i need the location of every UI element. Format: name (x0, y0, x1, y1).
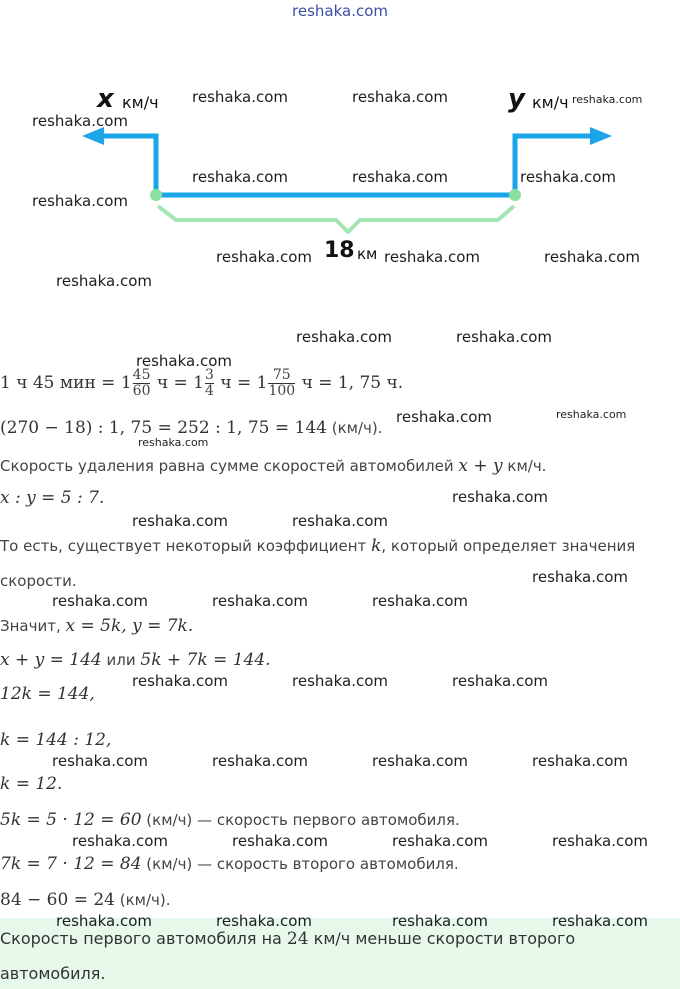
watermark: reshaka.com (572, 93, 643, 106)
watermark: reshaka.com (396, 408, 492, 426)
watermark: reshaka.com (384, 248, 480, 266)
solution-line-substitution: Значит, x = 5k, y = 7k. (0, 616, 194, 636)
watermark: reshaka.com (32, 112, 128, 130)
solution-line-ratio: x : y = 5 : 7. (0, 488, 105, 508)
distance-unit: км (357, 245, 378, 263)
left-car-path (100, 136, 156, 195)
watermark: reshaka.com (552, 912, 648, 930)
watermark: reshaka.com (192, 88, 288, 106)
watermark: reshaka.com (372, 592, 468, 610)
solution-line-12k: 12k = 144, (0, 684, 95, 704)
right-arrowhead (590, 127, 612, 145)
solution-line-coefficient: То есть, существует некоторый коэффициент k, который определяет значения (0, 536, 636, 556)
watermark: reshaka.com (56, 272, 152, 290)
solution-line-first-speed: 5k = 5 · 12 = 60 (км/ч) — скорость первого автомобиля. (0, 810, 460, 830)
watermark: reshaka.com (56, 912, 152, 930)
right-speed-unit: км/ч (532, 93, 569, 112)
watermark: reshaka.com (138, 436, 209, 449)
start-point-right (509, 189, 521, 201)
watermark: reshaka.com (212, 592, 308, 610)
watermark: reshaka.com (212, 752, 308, 770)
watermark: reshaka.com (532, 752, 628, 770)
watermark: reshaka.com (292, 512, 388, 530)
watermark: reshaka.com (392, 912, 488, 930)
watermark: reshaka.com (132, 512, 228, 530)
watermark: reshaka.com (216, 248, 312, 266)
left-speed-var: x (97, 84, 114, 114)
watermark: reshaka.com (72, 832, 168, 850)
solution-line-speed-sum: (270 − 18) : 1, 75 = 252 : 1, 75 = 144 (км/ч). (0, 418, 383, 438)
right-speed-var: y (508, 84, 525, 114)
watermark: reshaka.com (544, 248, 640, 266)
watermark: reshaka.com (532, 568, 628, 586)
watermark: reshaka.com (372, 752, 468, 770)
watermark: reshaka.com (292, 672, 388, 690)
watermark: reshaka.com (556, 408, 627, 421)
watermark: reshaka.com (352, 88, 448, 106)
watermark: reshaka.com (520, 168, 616, 186)
solution-line-speeds-word: скорости. (0, 572, 77, 590)
watermark: reshaka.com (52, 592, 148, 610)
watermark: reshaka.com (392, 832, 488, 850)
solution-line-k-value: k = 12. (0, 774, 63, 794)
solution-line-k-div: k = 144 : 12, (0, 730, 112, 750)
solution-line-difference: 84 − 60 = 24 (км/ч). (0, 890, 171, 910)
watermark: reshaka.com (296, 328, 392, 346)
watermark: reshaka.com (216, 912, 312, 930)
solution-line-removal-speed: Скорость удаления равна сумме скоростей автомобилей x + y км/ч. (0, 456, 547, 476)
watermark: reshaka.com (452, 672, 548, 690)
distance-brace (158, 206, 514, 232)
watermark: reshaka.com (52, 752, 148, 770)
distance-value: 18 (324, 238, 355, 263)
left-speed-unit: км/ч (122, 93, 159, 112)
start-point-left (150, 189, 162, 201)
solution-line-time: 1 ч 45 мин = 1 $\frac{45}{60}$ ч = 1 $\frac{3}{4}$ ч = 1 $\frac{75}{100}$ ч = 1, 75 ч. (0, 367, 404, 399)
watermark: reshaka.com (452, 488, 548, 506)
watermark: reshaka.com (552, 832, 648, 850)
watermark: reshaka.com (192, 168, 288, 186)
answer-line-2: автомобиля. (0, 964, 106, 983)
solution-line-equation: x + y = 144 или 5k + 7k = 144. (0, 650, 271, 670)
watermark: reshaka.com (232, 832, 328, 850)
watermark: reshaka.com (136, 352, 232, 370)
site-link[interactable]: reshaka.com (292, 2, 388, 20)
watermark: reshaka.com (132, 672, 228, 690)
right-car-path (515, 136, 592, 195)
watermark: reshaka.com (352, 168, 448, 186)
answer-line-1: Скорость первого автомобиля на 24 км/ч меньше скорости второго (0, 929, 576, 949)
watermark: reshaka.com (456, 328, 552, 346)
solution-line-second-speed: 7k = 7 · 12 = 84 (км/ч) — скорость второго автомобиля. (0, 854, 459, 874)
watermark: reshaka.com (32, 192, 128, 210)
